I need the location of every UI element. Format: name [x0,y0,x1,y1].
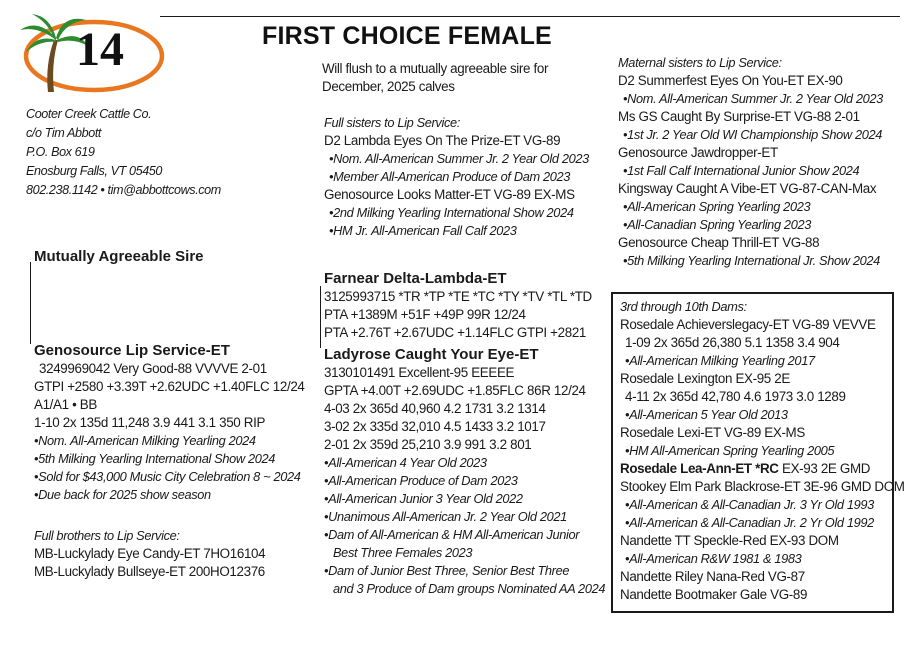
animal-name: Nandette Riley Nana-Red VG-87 [620,569,805,584]
honor-line: •Dam of All-American & HM All-American Junior [324,527,580,542]
flush-note-line: December, 2025 calves [322,79,455,94]
dam-gpta: GPTA +4.00T +2.69UDC +1.85FLC 86R 12/24 [324,383,586,398]
lip-service-genetics: A1/A1 • BB [34,397,97,412]
full-brother-item: MB-Luckylady Bullseye-ET 200HO12376 [34,564,265,579]
delta-lambda-block [324,270,592,342]
dam-record: 4-03 2x 365d 40,960 4.2 1731 3.2 1314 [324,401,546,416]
sire-heading: Mutually Agreeable Sire [34,248,204,265]
lip-service-record: 1-10 2x 135d 11,248 3.9 441 3.1 350 RIP [34,415,266,430]
delta-lambda-pta-type: PTA +2.76T +2.67UDC +1.14FLC GTPI +2821 [324,325,587,340]
consignor-name: Cooter Creek Cattle Co. [26,107,152,121]
dam-block [324,346,605,598]
honor-line: •All-American 5 Year Old 2013 [625,407,788,422]
lip-service-gtpi: GTPI +2580 +3.39T +2.62UDC +1.40FLC 12/24 [34,379,305,394]
animal-name: Stookey Elm Park Blackrose-ET 3E-96 GMD DOM [620,479,905,494]
honor-line: •All-American Junior 3 Year Old 2022 [324,491,523,506]
honor-line: •HM Jr. All-American Fall Calf 2023 [329,223,517,238]
honor-line: •Dam of Junior Best Three, Senior Best Three [324,563,570,578]
honor-line: •All-American & All-Canadian Jr. 3 Yr Old 1993 [625,497,874,512]
honor-line: •All-American 4 Year Old 2023 [324,455,487,470]
consignor-phone-email: 802.238.1142 • tim@abbottcows.com [26,183,221,197]
honor-line: •Nom. All-American Milking Yearling 2024 [34,433,256,448]
animal-name: Kingsway Caught A Vibe-ET VG-87-CAN-Max [618,181,877,196]
animal-name: D2 Summerfest Eyes On You-ET EX-90 [618,73,843,88]
full-brothers-block [34,527,265,581]
dams-list [620,316,905,604]
dam-record: 2-01 2x 359d 25,210 3.9 991 3.2 801 [324,437,532,452]
honor-line-cont: and 3 Produce of Dam groups Nominated AA 2024 [333,581,606,596]
lactation-record: 1-09 2x 365d 26,380 5.1 1358 3.4 904 [625,335,840,350]
honor-line: •All-American R&W 1981 & 1983 [625,551,802,566]
honor-line: •All-American Produce of Dam 2023 [324,473,518,488]
animal-name: Genosource Looks Matter-ET VG-89 EX-MS [324,187,575,202]
animal-classification: EX-93 2E GMD [778,461,871,476]
animal-name: Ms GS Caught By Surprise-ET VG-88 2-01 [618,109,860,124]
delta-lambda-name: Farnear Delta-Lambda-ET [324,270,507,287]
animal-name: Nandette TT Speckle-Red EX-93 DOM [620,533,839,548]
animal-name: Genosource Cheap Thrill-ET VG-88 [618,235,820,250]
flush-note [322,60,548,96]
animal-name [620,460,905,478]
honor-line: •Due back for 2025 show season [34,487,211,502]
honor-line: •5th Milking Yearling International Show 2024 [34,451,276,466]
lactation-record: 4-11 2x 365d 42,780 4.6 1973 3.0 1289 [625,389,846,404]
honor-line: •Nom. All-American Summer Jr. 2 Year Old 2023 [329,151,589,166]
animal-name: D2 Lambda Eyes On The Prize-ET VG-89 [324,133,561,148]
honor-line: •All-American & All-Canadian Jr. 2 Yr Old 1992 [625,515,874,530]
honor-line: •Member All-American Produce of Dam 2023 [329,169,571,184]
full-sisters-list [324,132,589,240]
full-brother-item: MB-Luckylady Eye Candy-ET 7HO16104 [34,546,266,561]
dam-name: Ladyrose Caught Your Eye-ET [324,346,539,363]
honor-line: •5th Milking Yearling International Jr. Show 2024 [623,253,880,268]
flush-note-line: Will flush to a mutually agreeable sire for [322,61,549,76]
lip-service-name: Genosource Lip Service-ET [34,342,230,359]
honor-line: •HM All-American Spring Yearling 2005 [625,443,835,458]
maternal-sisters-block [618,54,883,270]
top-rule [160,16,900,17]
consignor-address: P.O. Box 619 [26,145,95,159]
consignor-info [26,105,221,200]
consignor-contact: c/o Tim Abbott [26,126,102,140]
dams-box-heading: 3rd through 10th Dams: [620,299,747,314]
honor-line: •1st Fall Calf International Junior Show 2024 [623,163,860,178]
honor-line: •2nd Milking Yearling International Show 2024 [329,205,574,220]
honor-line: •All-American Milking Yearling 2017 [625,353,815,368]
dam-reg: 3130101491 Excellent-95 EEEEE [324,365,515,380]
animal-name: Rosedale Lexington EX-95 2E [620,371,790,386]
lip-service-reg: 3249969042 Very Good-88 VVVVE 2-01 [39,361,267,376]
dam-record: 3-02 2x 335d 32,010 4.5 1433 3.2 1017 [324,419,546,434]
full-sisters-heading: Full sisters to Lip Service: [324,115,460,130]
maternal-sisters-heading: Maternal sisters to Lip Service: [618,55,782,70]
animal-name: Genosource Jawdropper-ET [618,145,778,160]
dams-box-content [620,298,905,604]
honor-line: •All-American Spring Yearling 2023 [623,199,811,214]
animal-name: Rosedale Lexi-ET VG-89 EX-MS [620,425,805,440]
delta-lambda-reg: 3125993715 *TR *TP *TE *TC *TY *TV *TL *TD [324,289,592,304]
page-title: FIRST CHOICE FEMALE [262,22,552,50]
honor-line: •Nom. All-American Summer Jr. 2 Year Old 2023 [623,91,883,106]
consignor-city: Enosburg Falls, VT 05450 [26,164,163,178]
honor-line: •All-Canadian Spring Yearling 2023 [623,217,811,232]
animal-name: Rosedale Achieverslegacy-ET VG-89 VEVVE [620,317,876,332]
full-brothers-heading: Full brothers to Lip Service: [34,528,180,543]
honor-line: •Sold for $43,000 Music City Celebration 8 ~ 2024 [34,469,301,484]
pedigree-line-dam [320,286,321,348]
delta-lambda-pta: PTA +1389M +51F +49P 99R 12/24 [324,307,526,322]
honor-line-cont: Best Three Females 2023 [333,545,473,560]
animal-name: Nandette Bootmaker Gale VG-89 [620,587,808,602]
lot-number: 14 [76,23,124,76]
honor-line: •Unanimous All-American Jr. 2 Year Old 2021 [324,509,567,524]
honor-line: •1st Jr. 2 Year Old WI Championship Show 2024 [623,127,883,142]
animal-name-bold: Rosedale Lea-Ann-ET *RC [620,461,779,476]
pedigree-line-sire [30,262,31,344]
lip-service-block [34,342,305,504]
full-sisters-block [324,114,589,240]
maternal-sisters-list [618,72,883,270]
